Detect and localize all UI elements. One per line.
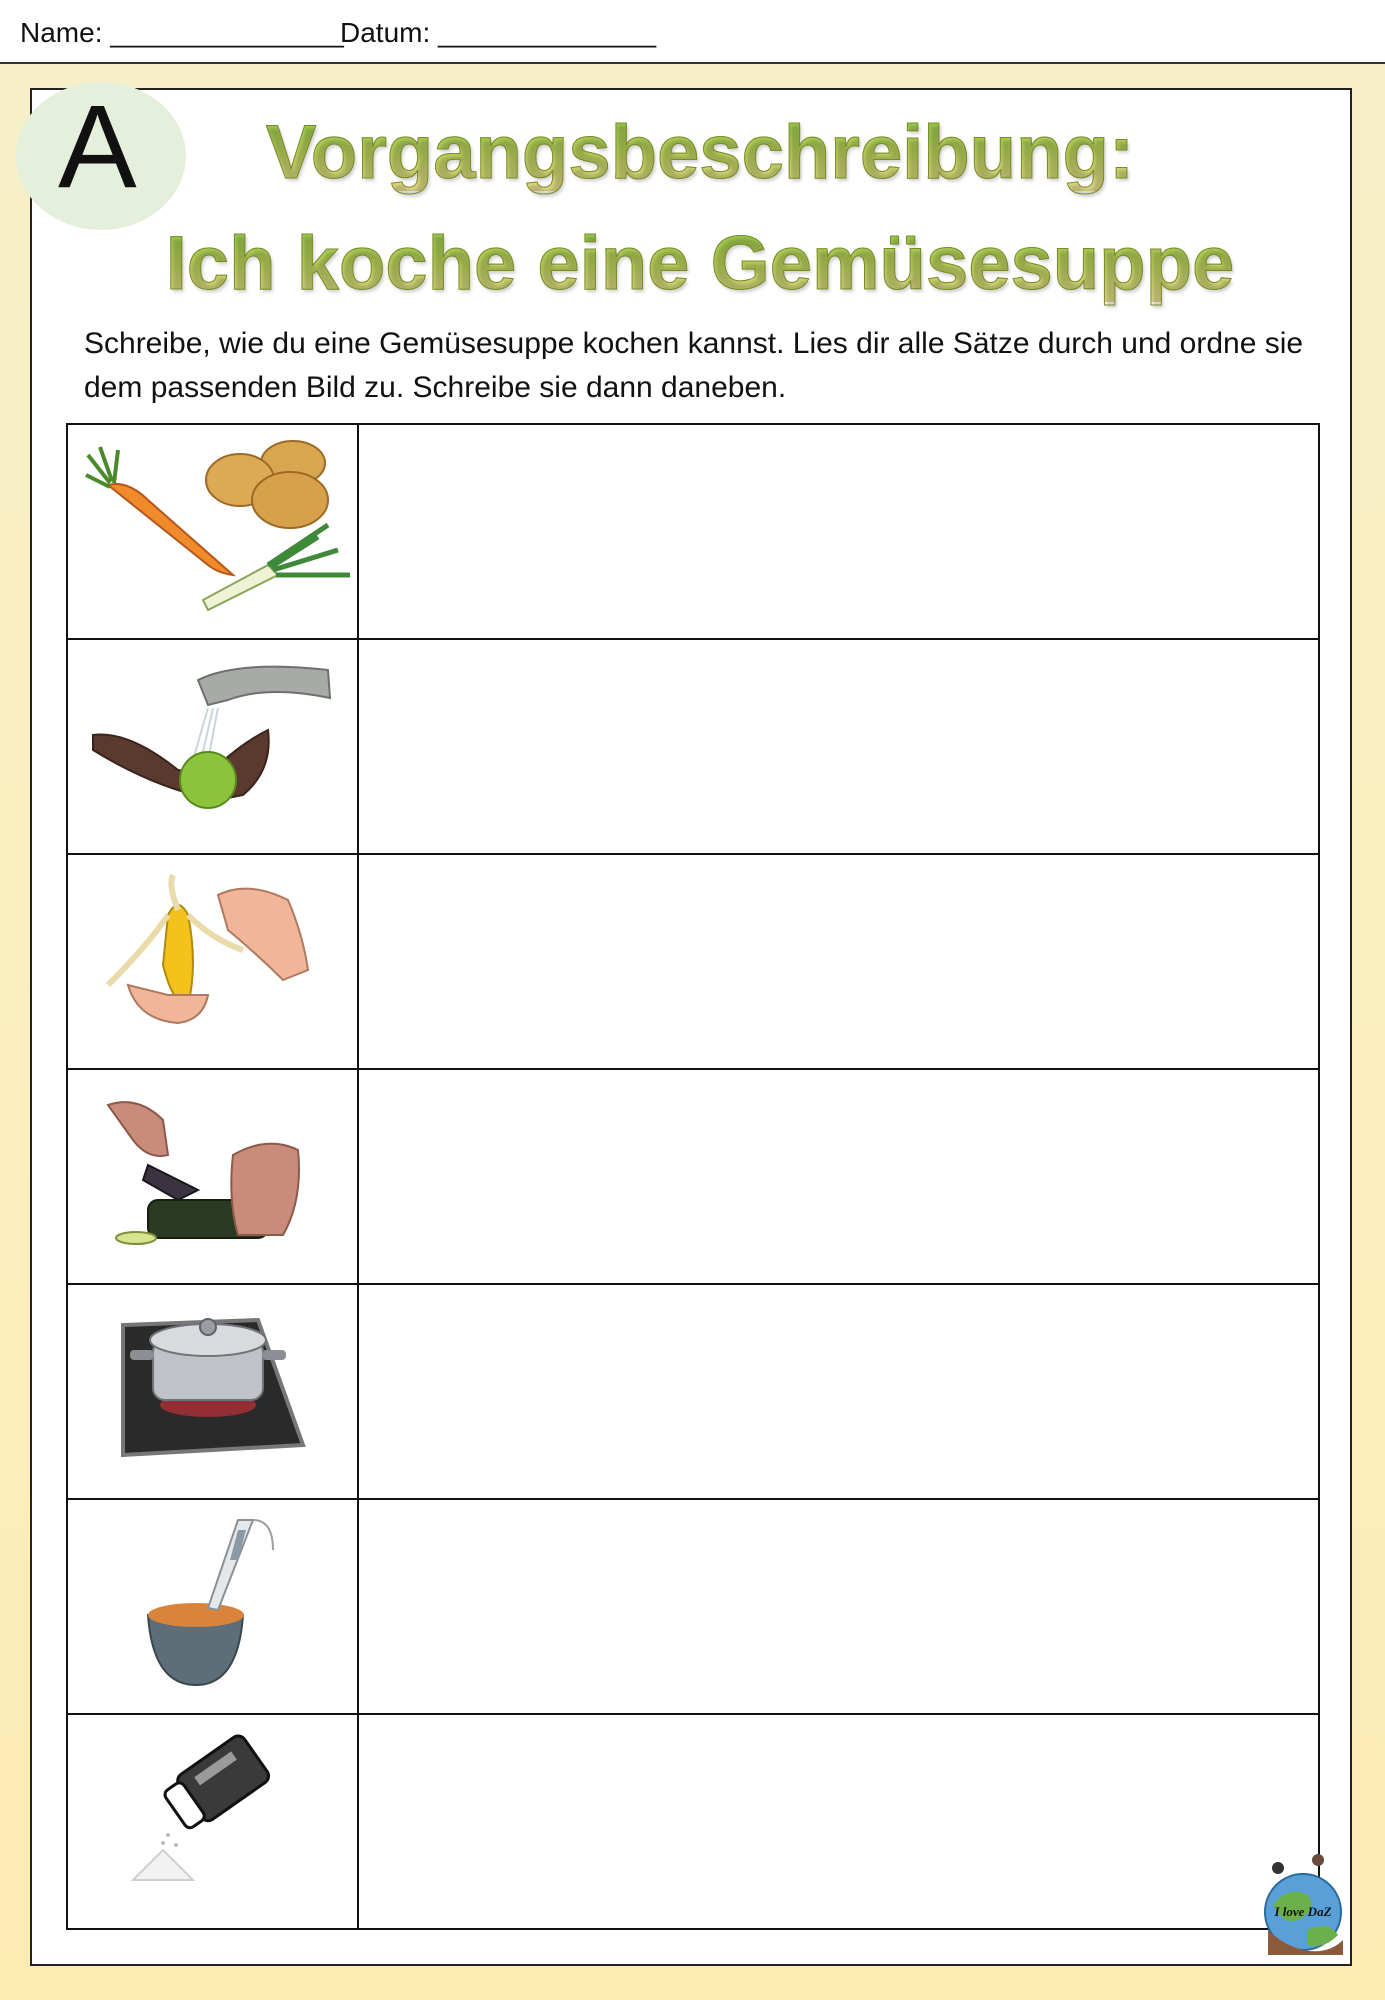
header-line — [0, 0, 1385, 62]
image-cell — [68, 425, 359, 638]
table-row — [68, 640, 1318, 855]
exercise-table — [66, 423, 1320, 1930]
instructions-text: Schreibe, wie du eine Gemüsesuppe kochen kannst. Lies dir alle Sätze durch und ordne sie dem passenden Bild zu. Schreibe sie dann daneben. — [84, 327, 1304, 404]
vegetables-icon — [68, 425, 357, 638]
name-field-label[interactable]: Name: _______________ — [20, 17, 344, 48]
worksheet-subtitle: Ich koche eine Gemüsesuppe — [100, 226, 1300, 302]
image-cell — [68, 855, 359, 1068]
answer-field[interactable] — [359, 1715, 1318, 1930]
answer-field[interactable] — [359, 425, 1318, 638]
cutting-icon — [68, 1070, 357, 1283]
peeling-icon — [68, 855, 357, 1068]
washing-hands-icon — [68, 640, 357, 853]
worksheet-title: Vorgangsbeschreibung: — [150, 115, 1250, 191]
salt-shaker-icon — [68, 1715, 357, 1928]
answer-field[interactable] — [359, 1285, 1318, 1498]
answer-field[interactable] — [359, 640, 1318, 853]
table-row — [68, 425, 1318, 640]
image-cell — [68, 640, 359, 853]
table-row — [68, 1715, 1318, 1930]
image-cell — [68, 1500, 359, 1713]
image-cell — [68, 1715, 359, 1930]
answer-field[interactable] — [359, 855, 1318, 1068]
globe-logo-icon — [1258, 1850, 1348, 1960]
pot-on-stove-icon — [68, 1285, 357, 1498]
logo-text: I love DaZ — [1274, 1904, 1332, 1919]
answer-field[interactable] — [359, 1070, 1318, 1283]
date-field-label[interactable]: Datum: ______________ — [340, 17, 657, 48]
section-letter: A — [58, 81, 137, 213]
image-cell — [68, 1070, 359, 1283]
table-row — [68, 855, 1318, 1070]
image-cell — [68, 1285, 359, 1498]
table-row — [68, 1285, 1318, 1500]
table-row — [68, 1070, 1318, 1285]
answer-field[interactable] — [359, 1500, 1318, 1713]
blender-icon — [68, 1500, 357, 1713]
table-row — [68, 1500, 1318, 1715]
